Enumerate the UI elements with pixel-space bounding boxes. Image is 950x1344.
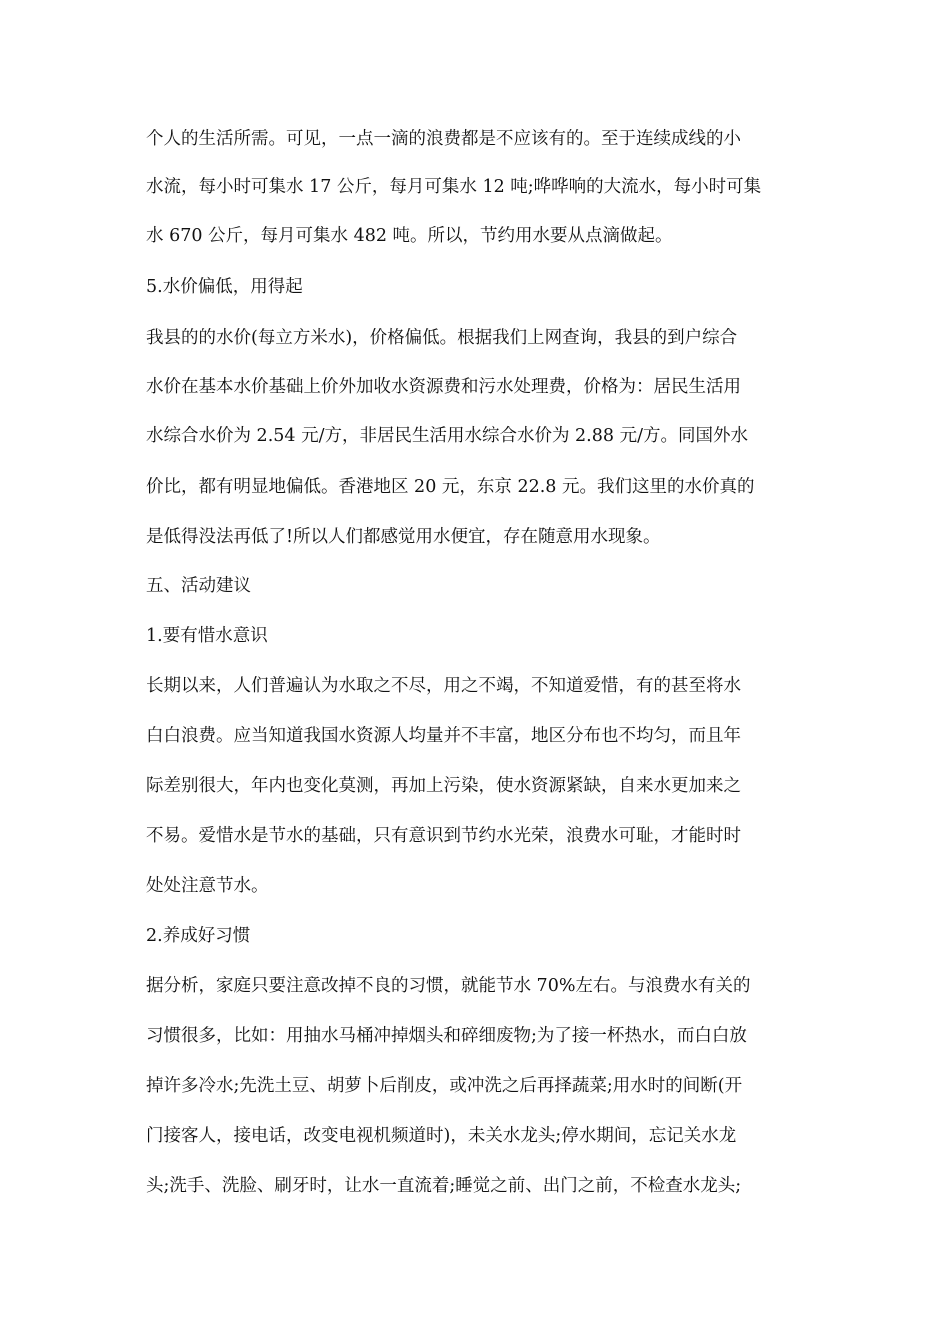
text-line: 水综合水价为 2.54 元/方，非居民生活用水综合水价为 2.88 元/方。同国外水 [146, 426, 748, 446]
section-heading: 五、活动建议 [146, 576, 251, 596]
text-line: 长期以来，人们普遍认为水取之不尽，用之不竭，不知道爱惜，有的甚至将水 [146, 676, 741, 696]
text-line: 不易。爱惜水是节水的基础，只有意识到节约水光荣，浪费水可耻，才能时时 [146, 826, 741, 846]
text-line: 际差别很大，年内也变化莫测，再加上污染，使水资源紧缺，自来水更加来之 [146, 776, 741, 796]
text-line: 据分析，家庭只要注意改掉不良的习惯，就能节水 70%左右。与浪费水有关的 [146, 976, 751, 996]
section-heading: 1.要有惜水意识 [146, 626, 268, 646]
text-line: 白白浪费。应当知道我国水资源人均量并不丰富，地区分布也不均匀，而且年 [146, 726, 741, 746]
text-line: 个人的生活所需。可见，一点一滴的浪费都是不应该有的。至于连续成线的小 [146, 129, 741, 149]
text-line: 掉许多冷水;先洗土豆、胡萝卜后削皮，或冲洗之后再择蔬菜;用水时的间断(开 [146, 1076, 743, 1096]
text-line: 水 670 公斤，每月可集水 482 吨。所以，节约用水要从点滴做起。 [146, 226, 673, 246]
section-heading: 2.养成好习惯 [146, 926, 251, 946]
section-heading: 5.水价偏低，用得起 [146, 277, 303, 297]
text-line: 水价在基本水价基础上价外加收水资源费和污水处理费，价格为：居民生活用 [146, 377, 741, 397]
text-line: 头;洗手、洗脸、刷牙时，让水一直流着;睡觉之前、出门之前，不检查水龙头; [146, 1176, 742, 1196]
text-line: 处处注意节水。 [146, 876, 269, 896]
text-line: 门接客人，接电话，改变电视机频道时)，未关水龙头;停水期间，忘记关水龙 [146, 1126, 737, 1146]
text-line: 水流，每小时可集水 17 公斤，每月可集水 12 吨;哗哗响的大流水，每小时可集 [146, 177, 762, 197]
text-line: 习惯很多，比如：用抽水马桶冲掉烟头和碎细废物;为了接一杯热水，而白白放 [146, 1026, 747, 1046]
text-line: 是低得没法再低了!所以人们都感觉用水便宜，存在随意用水现象。 [146, 527, 661, 547]
text-line: 我县的的水价(每立方米水)，价格偏低。根据我们上网查询，我县的到户综合 [146, 328, 738, 348]
text-line: 价比，都有明显地偏低。香港地区 20 元，东京 22.8 元。我们这里的水价真的 [146, 477, 755, 497]
